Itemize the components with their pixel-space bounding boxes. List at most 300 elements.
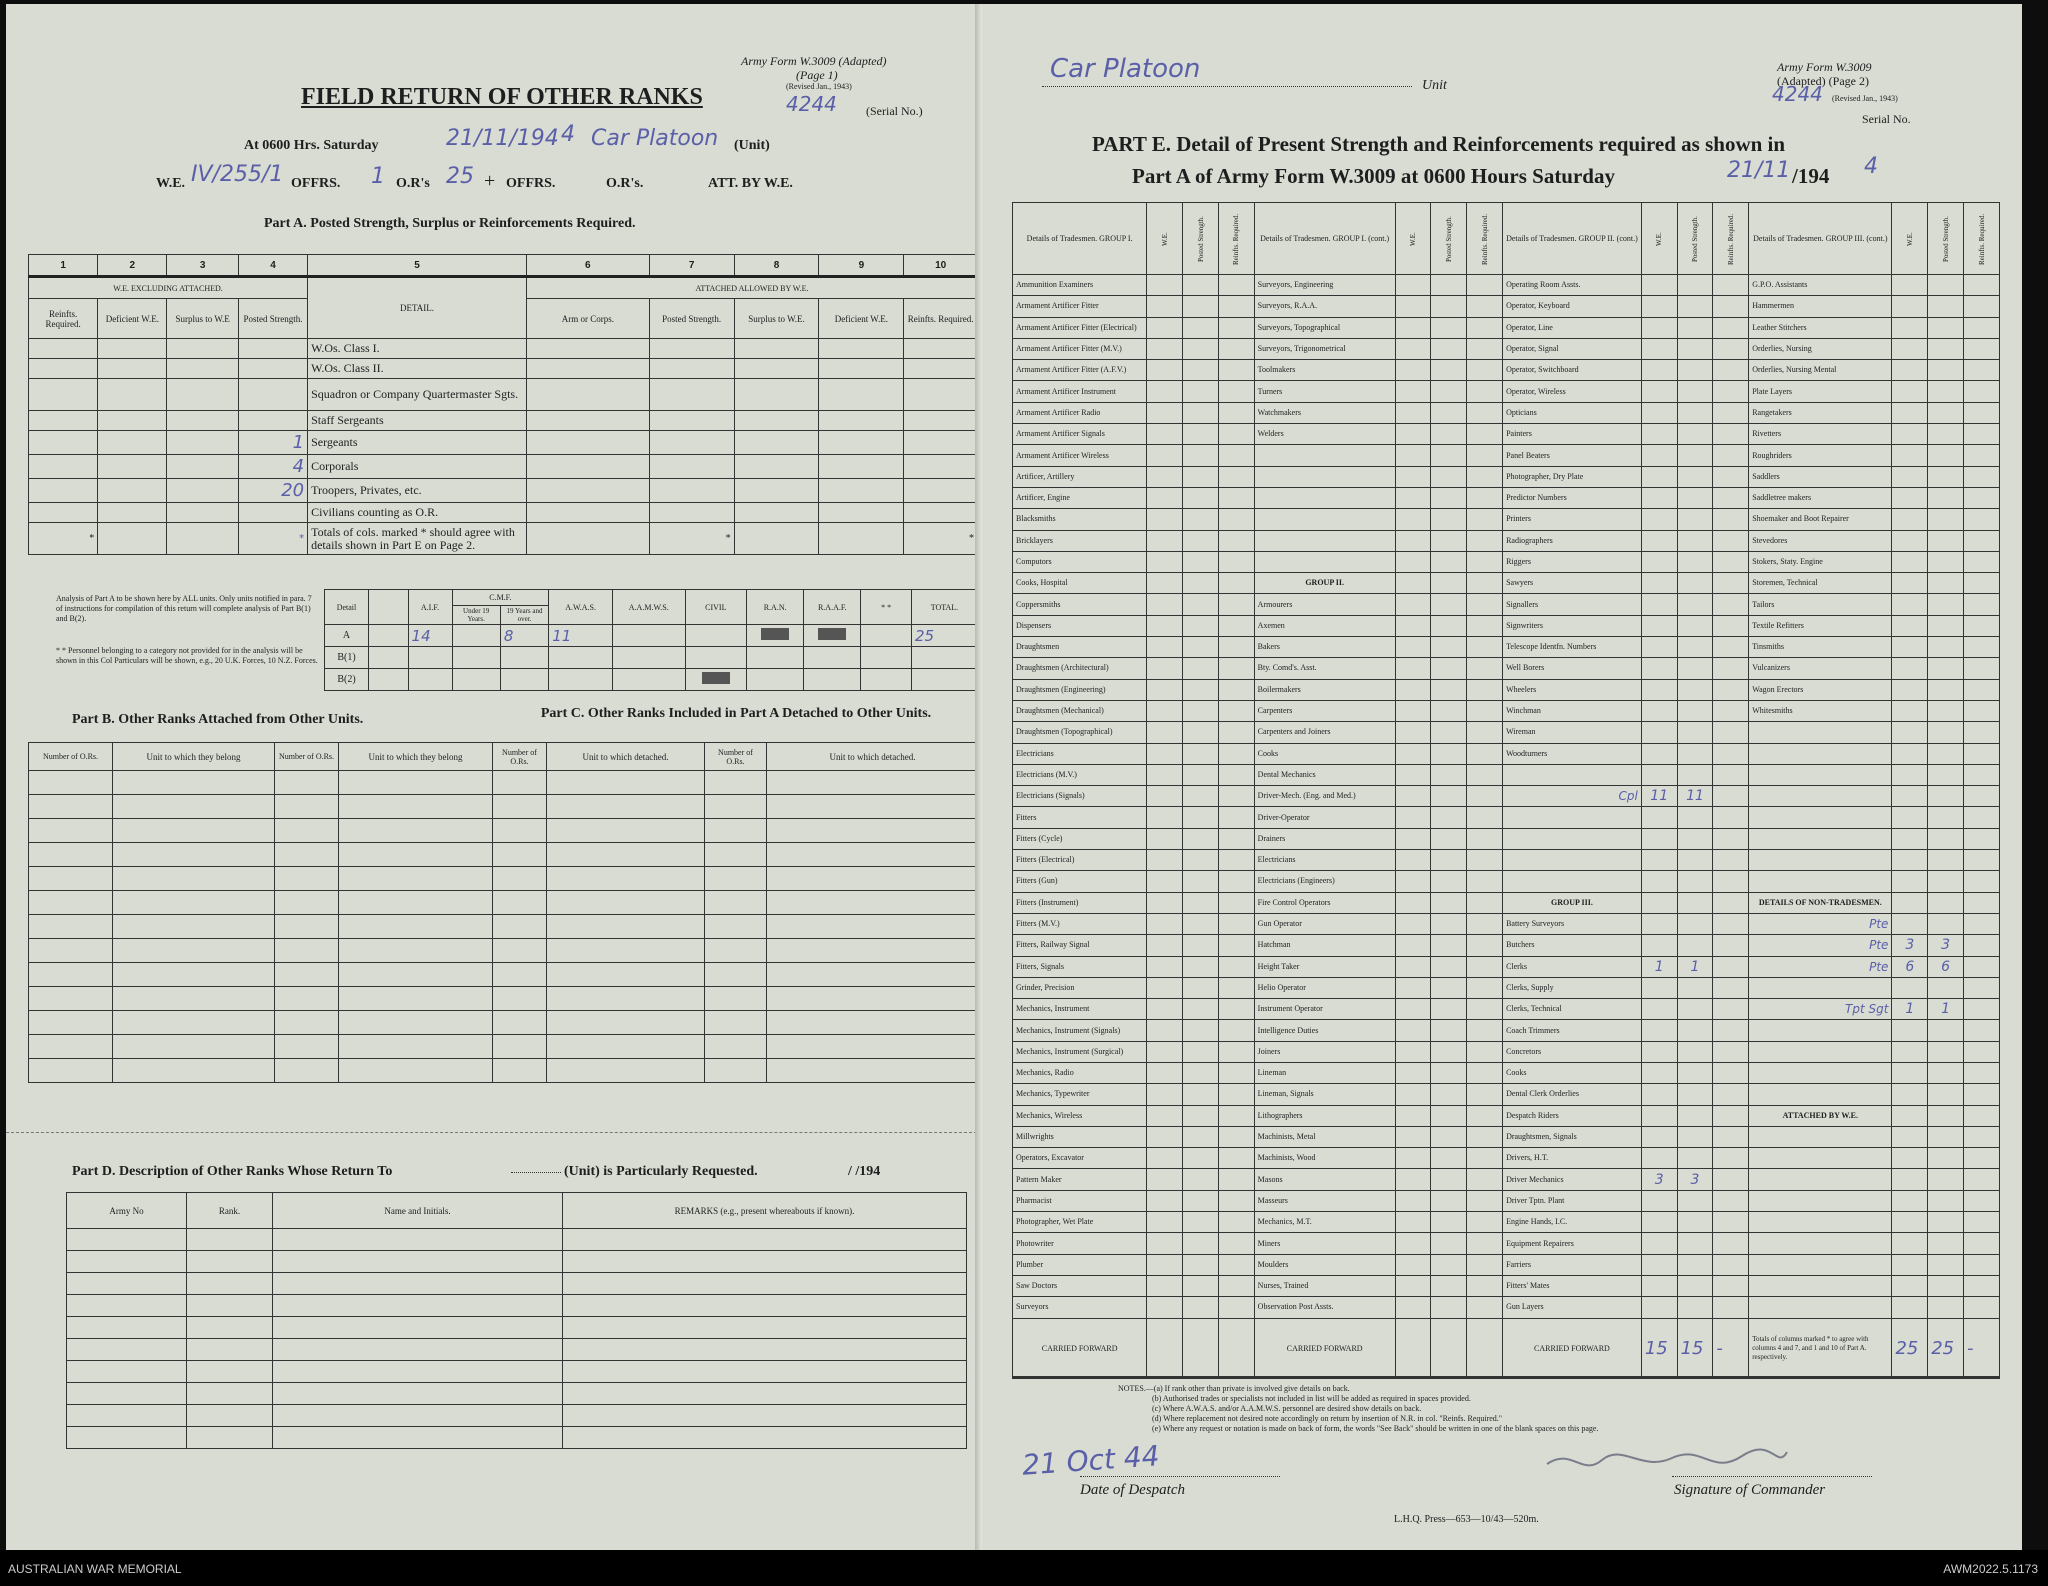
ors2-label: O.R's. — [606, 176, 644, 191]
trade-label: Operator, Wireless — [1503, 381, 1642, 402]
part-e-row — [1013, 275, 2000, 296]
hand-value: 1 — [1928, 999, 1964, 1020]
trade-label: Masseurs — [1254, 1190, 1395, 1211]
notes-rule — [1012, 1376, 2000, 1379]
part-e-year: /194 — [1792, 164, 1830, 188]
trade-label: Photographer, Dry Plate — [1503, 466, 1642, 487]
trade-label: Battery Surveyors — [1503, 913, 1642, 934]
trade-label: Armament Artificer Signals — [1013, 424, 1147, 445]
col-num-7: 7 — [649, 255, 734, 277]
part-e-row — [1013, 360, 2000, 381]
col-num-1: 1 — [29, 255, 98, 277]
trade-label: Bricklayers — [1013, 530, 1147, 551]
trade-label: Stokers, Staty. Engine — [1749, 551, 1892, 572]
trade-label — [1749, 1297, 1892, 1318]
trade-label: Well Borers — [1503, 658, 1642, 679]
analysis-a-19over: 8 — [500, 625, 548, 647]
trade-label — [1749, 828, 1892, 849]
part-e-row — [1013, 658, 2000, 679]
trade-label: Mechanics, Instrument (Surgical) — [1013, 1041, 1147, 1062]
star-mark: * — [89, 533, 95, 544]
trade-label: Nurses, Trained — [1254, 1275, 1395, 1296]
totals-note: Totals of columns marked * to agree with columns 4 and 7, and 1 and 10 of Part A. respectively. — [1749, 1318, 1892, 1378]
trade-label: Electricians (Engineers) — [1254, 871, 1395, 892]
part-e-row — [1013, 764, 2000, 785]
analysis-row-b2: B(2) — [325, 669, 369, 691]
part-b-head-unit2: Unit to which they belong — [339, 743, 493, 771]
right-page — [982, 4, 2022, 1550]
part-d-row — [67, 1229, 967, 1251]
trade-label: Instrument Operator — [1254, 999, 1395, 1020]
hand-rank: Pte — [1869, 959, 1889, 974]
trade-label: Fitters, Railway Signal — [1013, 935, 1147, 956]
cf-we: 15 — [1641, 1318, 1677, 1378]
part-e-row — [1013, 679, 2000, 700]
carried-forward-1: CARRIED FORWARD — [1013, 1318, 1147, 1378]
part-a-posted — [238, 503, 307, 523]
trade-label: Gun Operator — [1254, 913, 1395, 934]
trade-label: Saw Doctors — [1013, 1275, 1147, 1296]
trade-label: Engine Hands, I.C. — [1503, 1212, 1642, 1233]
totals-reinf: - — [1964, 1318, 2000, 1378]
trade-label: Sawyers — [1503, 573, 1642, 594]
part-e-row — [1013, 296, 2000, 317]
trade-label — [1254, 509, 1395, 530]
head-reinf-4: Reinfts. Required. — [1964, 203, 2000, 275]
part-e-row — [1013, 743, 2000, 764]
analysis-note: Analysis of Part A to be shown here by ALL units. Only units notified in para. 7 of instructions for compilation of this return will complete analysis of Part B(1) and B(2). — [56, 594, 312, 623]
head-posted-2: Posted Strength. — [1431, 203, 1467, 275]
part-b-head-unit1: Unit to which they belong — [113, 743, 275, 771]
archive-footer — [0, 1550, 2048, 1586]
analysis-head-ran: R.A.N. — [747, 590, 804, 625]
col-num-6: 6 — [526, 255, 649, 277]
trade-label: Farriers — [1503, 1254, 1642, 1275]
part-bc-row — [29, 939, 979, 963]
part-e-row — [1013, 551, 2000, 572]
part-e-row — [1013, 1233, 2000, 1254]
analysis-head-aif: A.I.F. — [408, 590, 452, 625]
trade-label: Armament Artificer Fitter (Electrical) — [1013, 317, 1147, 338]
plus-sign: + — [484, 170, 496, 192]
trade-label: Driver Tptn. Plant — [1503, 1190, 1642, 1211]
trade-label: Artificer, Engine — [1013, 487, 1147, 508]
footer-left: AUSTRALIAN WAR MEMORIAL — [8, 1562, 182, 1576]
trade-label: Masons — [1254, 1169, 1395, 1190]
trade-label — [1749, 871, 1892, 892]
trade-label: Drainers — [1254, 828, 1395, 849]
trade-label: Fitters — [1013, 807, 1147, 828]
trade-label: Artificer, Artillery — [1013, 466, 1147, 487]
trade-label: Joiners — [1254, 1041, 1395, 1062]
part-bc-row — [29, 1059, 979, 1083]
att-label: ATT. BY W.E. — [708, 176, 793, 191]
part-a-row — [29, 503, 978, 523]
trade-label: Blacksmiths — [1013, 509, 1147, 530]
part-a-row — [29, 455, 978, 479]
part-e-row — [1013, 913, 2000, 934]
trade-label: Operator, Line — [1503, 317, 1642, 338]
part-e-row — [1013, 1105, 2000, 1126]
part-d-row — [67, 1251, 967, 1273]
trade-label — [1503, 871, 1642, 892]
hand-value: 1 — [1641, 956, 1677, 977]
despatch-label: Date of Despatch — [1080, 1482, 1185, 1498]
part-e-row — [1013, 338, 2000, 359]
trade-label: Surveyors — [1013, 1297, 1147, 1318]
head-posted-1: Posted Strength. — [1183, 203, 1219, 275]
part-d-row — [67, 1427, 967, 1449]
trade-label: Clerks, Technical — [1503, 999, 1642, 1020]
trade-label: Vulcanizers — [1749, 658, 1892, 679]
hand-value: 11 — [1677, 786, 1713, 807]
trade-label: Armourers — [1254, 594, 1395, 615]
analysis-head-raaf: R.A.A.F. — [804, 590, 861, 625]
part-e-row — [1013, 466, 2000, 487]
part-e-row — [1013, 828, 2000, 849]
trade-label: Painters — [1503, 424, 1642, 445]
totals-posted: 25 — [1928, 1318, 1964, 1378]
part-e-row — [1013, 700, 2000, 721]
form-revised-right: (Revised Jan., 1943) — [1832, 94, 1898, 103]
part-e-row — [1013, 807, 2000, 828]
part-a-posted: 4 — [238, 455, 307, 479]
trade-label: Photographer, Wet Plate — [1013, 1212, 1147, 1233]
note-e: (e) Where any request or notation is made on back of form, the words "See Back" should be written in one of the blank spaces on this page. — [1152, 1424, 1599, 1433]
part-e-title-2: Part A of Army Form W.3009 at 0600 Hours Saturday — [1132, 164, 1615, 188]
unit-label: (Unit) — [734, 138, 770, 153]
form-page: (Page 1) — [796, 68, 838, 82]
part-e-year-hand: 4 — [1864, 154, 1878, 179]
unit-line-right — [1042, 86, 1412, 87]
hand-value: 6 — [1928, 956, 1964, 977]
trade-label: Operator, Keyboard — [1503, 296, 1642, 317]
part-e-row — [1013, 424, 2000, 445]
trade-label: Signallers — [1503, 594, 1642, 615]
trade-label — [1749, 1169, 1892, 1190]
trade-label: Driver-Mech. (Eng. and Med.) — [1254, 786, 1395, 807]
trade-label: Bty. Comd's. Asst. — [1254, 658, 1395, 679]
trade-label — [1749, 743, 1892, 764]
trade-label: Carpenters — [1254, 700, 1395, 721]
part-e-row — [1013, 594, 2000, 615]
trade-label: Pharmacist — [1013, 1190, 1147, 1211]
trade-label: GROUP III. — [1503, 892, 1642, 913]
trade-label: Mechanics, Instrument (Signals) — [1013, 1020, 1147, 1041]
analysis-table — [324, 589, 978, 691]
part-d-row — [67, 1295, 967, 1317]
trade-label: Draughtsmen — [1013, 637, 1147, 658]
trade-label: Panel Beaters — [1503, 445, 1642, 466]
part-bc-row — [29, 843, 979, 867]
note-b: (b) Authorised trades or specialists not included in list will be added as required in spaces provided. — [1152, 1394, 1471, 1403]
hand-value: 3 — [1641, 1169, 1677, 1190]
head-we-1: W.E. — [1147, 203, 1183, 275]
trade-label: Lineman — [1254, 1062, 1395, 1083]
part-e-row — [1013, 999, 2000, 1020]
part-e-row — [1013, 722, 2000, 743]
trade-label — [1749, 1212, 1892, 1233]
analysis-head-aamws: A.A.M.W.S. — [612, 590, 685, 625]
we-hand: IV/255/1 — [191, 162, 284, 187]
head-arm-corps: Arm or Corps. — [526, 299, 649, 339]
part-d-title: Part D. Description of Other Ranks Whose Return To — [72, 1164, 393, 1179]
trade-label — [1503, 850, 1642, 871]
trade-label — [1503, 764, 1642, 785]
trade-label: Stevedores — [1749, 530, 1892, 551]
part-e-row — [1013, 637, 2000, 658]
part-a-row — [29, 339, 978, 359]
trade-label — [1749, 1275, 1892, 1296]
trade-label: Lineman, Signals — [1254, 1084, 1395, 1105]
trade-label: Mechanics, Wireless — [1013, 1105, 1147, 1126]
signature-line — [1672, 1476, 1872, 1477]
despatch-date-hand: 21 Oct 44 — [1021, 1439, 1161, 1482]
hand-rank: Pte — [1869, 917, 1889, 932]
star-mark: * — [299, 533, 305, 544]
trade-label: Cooks — [1503, 1062, 1642, 1083]
star-mark: * — [969, 533, 974, 544]
detail-head: DETAIL. — [308, 277, 527, 339]
trade-label: Photowriter — [1013, 1233, 1147, 1254]
analysis-a-total: 25 — [911, 625, 977, 647]
trade-label: Fitters (Electrical) — [1013, 850, 1147, 871]
trade-label: Surveyors, Topographical — [1254, 317, 1395, 338]
trade-label: Moulders — [1254, 1254, 1395, 1275]
trade-label: Pattern Maker — [1013, 1169, 1147, 1190]
part-a-title: Part A. Posted Strength, Surplus or Reinforcements Required. — [264, 216, 636, 231]
trade-label — [1749, 1062, 1892, 1083]
signature-label: Signature of Commander — [1674, 1482, 1826, 1498]
col-num-8: 8 — [734, 255, 819, 277]
part-e-row — [1013, 892, 2000, 913]
year-hand: 4 — [561, 122, 575, 147]
footer-right: AWM2022.5.1173 — [1943, 1562, 2038, 1576]
trade-label: Hammermen — [1749, 296, 1892, 317]
head-reinf-2: Reinfts. Required. — [1467, 203, 1503, 275]
part-b-title: Part B. Other Ranks Attached from Other Units. — [72, 712, 364, 727]
trade-label: Fitters (M.V.) — [1013, 913, 1147, 934]
head-we-4: W.E. — [1892, 203, 1928, 275]
part-e-table — [1012, 202, 2000, 1379]
head-reinf-1: Reinfts. Required. — [1218, 203, 1254, 275]
part-e-row — [1013, 1062, 2000, 1083]
col-num-9: 9 — [819, 255, 904, 277]
totals-we: 25 — [1892, 1318, 1928, 1378]
part-e-row — [1013, 615, 2000, 636]
trade-label: Driver-Operator — [1254, 807, 1395, 828]
we-label: W.E. — [156, 176, 186, 191]
trade-label: Plumber — [1013, 1254, 1147, 1275]
trade-label: Fitters (Gun) — [1013, 871, 1147, 892]
trade-label — [1749, 935, 1892, 956]
trade-label: Welders — [1254, 424, 1395, 445]
trade-label: Intelligence Duties — [1254, 1020, 1395, 1041]
analysis-head-awas: A.W.A.S. — [549, 590, 613, 625]
part-bc-row — [29, 867, 979, 891]
left-page — [6, 4, 982, 1550]
part-e-row — [1013, 977, 2000, 998]
part-a-posted — [238, 339, 307, 359]
trade-label: Helio Operator — [1254, 977, 1395, 998]
part-e-row — [1013, 509, 2000, 530]
hand-value: 3 — [1892, 935, 1928, 956]
hand-value: 6 — [1892, 956, 1928, 977]
trade-label: Clerks — [1503, 956, 1642, 977]
trade-label — [1749, 1233, 1892, 1254]
trade-label — [1749, 913, 1892, 934]
trade-label: Cooks — [1254, 743, 1395, 764]
part-e-row — [1013, 1275, 2000, 1296]
trade-label: Signwriters — [1503, 615, 1642, 636]
head-reinfts-att: Reinfts. Required. — [904, 299, 978, 339]
trade-label: Draughtsmen (Topographical) — [1013, 722, 1147, 743]
part-a-detail: W.Os. Class I. — [308, 339, 527, 359]
part-d-row — [67, 1273, 967, 1295]
part-a-row — [29, 359, 978, 379]
ors-label: O.R's — [396, 176, 430, 191]
group-head-2: Details of Tradesmen. GROUP I. (cont.) — [1254, 203, 1395, 275]
trade-label: Rangetakers — [1749, 402, 1892, 423]
trade-label: Toolmakers — [1254, 360, 1395, 381]
trade-label: Wagon Erectors — [1749, 679, 1892, 700]
trade-label: Observation Post Assts. — [1254, 1297, 1395, 1318]
part-e-row — [1013, 1254, 2000, 1275]
trade-label: Watchmakers — [1254, 402, 1395, 423]
part-d-head-rank: Rank. — [187, 1193, 273, 1229]
attached-allowed-head: ATTACHED ALLOWED BY W.E. — [526, 277, 977, 299]
trade-label: Surveyors, Trigonometrical — [1254, 338, 1395, 359]
form-id: Army Form W.3009 (Adapted) — [741, 54, 887, 68]
serial-hand: 4244 — [786, 92, 837, 116]
head-deficient: Deficient W.E. — [98, 299, 167, 339]
trade-label: Millwrights — [1013, 1126, 1147, 1147]
hand-rank: Tpt Sgt — [1845, 1002, 1889, 1017]
analysis-head-19over: 19 Years and over. — [500, 606, 548, 625]
trade-label: Surveyors, Engineering — [1254, 275, 1395, 296]
part-e-row — [1013, 1041, 2000, 1062]
trade-label: ATTACHED BY W.E. — [1749, 1105, 1892, 1126]
note-c: (c) Where A.W.A.S. and/or A.A.M.W.S. personnel are desired show details on back. — [1152, 1404, 1422, 1413]
trade-label — [1749, 722, 1892, 743]
offrs2-label: OFFRS. — [506, 176, 556, 191]
analysis-row-a: A — [325, 625, 369, 647]
part-c-head-num1: Number of O.Rs. — [493, 743, 547, 771]
star-mark: * — [725, 533, 731, 544]
unit-hand: Car Platoon — [591, 126, 719, 151]
part-a-posted — [238, 359, 307, 379]
trade-label — [1749, 1084, 1892, 1105]
trade-label: Plate Layers — [1749, 381, 1892, 402]
part-a-row — [29, 411, 978, 431]
part-d-head-remarks: REMARKS (e.g., present whereabouts if known). — [563, 1193, 967, 1229]
trade-label: Mechanics, Instrument — [1013, 999, 1147, 1020]
part-bc-row — [29, 771, 979, 795]
form-page-right: (Adapted) (Page 2) — [1777, 74, 1869, 88]
part-e-title-1: PART E. Detail of Present Strength and Reinforcements required as shown in — [1092, 132, 1786, 156]
head-reinfts: Reinfts. Required. — [29, 299, 98, 339]
analysis-a-awas: 11 — [549, 625, 613, 647]
trade-label: G.P.O. Assistants — [1749, 275, 1892, 296]
hand-value: 3 — [1677, 1169, 1713, 1190]
part-e-row — [1013, 956, 2000, 977]
trade-label: Turners — [1254, 381, 1395, 402]
trade-label: Armament Artificer Fitter (A.F.V.) — [1013, 360, 1147, 381]
trade-label — [1749, 1126, 1892, 1147]
trade-label: Saddletree makers — [1749, 487, 1892, 508]
head-surplus-att: Surplus to W.E. — [734, 299, 819, 339]
part-a-row — [29, 431, 978, 455]
part-a-detail: Civilians counting as O.R. — [308, 503, 527, 523]
unit-hand-right: Car Platoon — [1050, 54, 1201, 84]
serial-label: (Serial No.) — [866, 104, 923, 118]
part-bc-row — [29, 987, 979, 1011]
trade-label: Computors — [1013, 551, 1147, 572]
trade-label: Axemen — [1254, 615, 1395, 636]
analysis-head-under19: Under 19 Years. — [452, 606, 500, 625]
trade-label — [1749, 807, 1892, 828]
part-e-row — [1013, 317, 2000, 338]
part-bc-row — [29, 1011, 979, 1035]
trade-label: Draughtsmen (Mechanical) — [1013, 700, 1147, 721]
part-e-row — [1013, 402, 2000, 423]
part-a-posted — [238, 379, 307, 411]
analysis-a-aif: 14 — [408, 625, 452, 647]
trade-label: Wireman — [1503, 722, 1642, 743]
group-head-1: Details of Tradesmen. GROUP I. — [1013, 203, 1147, 275]
analysis-head-other: * * — [861, 590, 912, 625]
trade-label — [1749, 1254, 1892, 1275]
head-surplus: Surplus to W.E — [167, 299, 238, 339]
part-e-row — [1013, 1148, 2000, 1169]
trade-label: Grinder, Precision — [1013, 977, 1147, 998]
part-a-posted — [238, 411, 307, 431]
trade-label — [1503, 807, 1642, 828]
hand-value: 1 — [1677, 956, 1713, 977]
trade-label: Electricians (M.V.) — [1013, 764, 1147, 785]
trade-label: Operators, Excavator — [1013, 1148, 1147, 1169]
part-e-row — [1013, 573, 2000, 594]
part-e-date-hand: 21/11 — [1727, 158, 1791, 183]
trade-label: Orderlies, Nursing Mental — [1749, 360, 1892, 381]
trade-label: Coach Trimmers — [1503, 1020, 1642, 1041]
part-e-row — [1013, 445, 2000, 466]
trade-label: Mechanics, M.T. — [1254, 1212, 1395, 1233]
offrs-hand: 1 — [371, 164, 385, 189]
part-d-row — [67, 1317, 967, 1339]
part-d-row — [67, 1383, 967, 1405]
trade-label: Armament Artificer Radio — [1013, 402, 1147, 423]
col-num-5: 5 — [308, 255, 527, 277]
trade-label: Operator, Signal — [1503, 338, 1642, 359]
carried-forward-2: CARRIED FORWARD — [1254, 1318, 1395, 1378]
analysis-head-detail: Detail — [325, 590, 369, 625]
notes-block — [1118, 1384, 1598, 1434]
trade-label: Height Taker — [1254, 956, 1395, 977]
trade-label: Fitters, Signals — [1013, 956, 1147, 977]
head-we-2: W.E. — [1395, 203, 1431, 275]
part-bc-row — [29, 915, 979, 939]
trade-label: Cooks, Hospital — [1013, 573, 1147, 594]
hand-value: 3 — [1928, 935, 1964, 956]
part-d-unit-blank — [511, 1172, 561, 1173]
head-reinf-3: Reinfts. Required. — [1713, 203, 1749, 275]
trade-label: Concretors — [1503, 1041, 1642, 1062]
part-c-head-num2: Number of O.Rs. — [705, 743, 767, 771]
part-bc-row — [29, 1035, 979, 1059]
head-posted-4: Posted Strength. — [1928, 203, 1964, 275]
part-d-row — [67, 1339, 967, 1361]
